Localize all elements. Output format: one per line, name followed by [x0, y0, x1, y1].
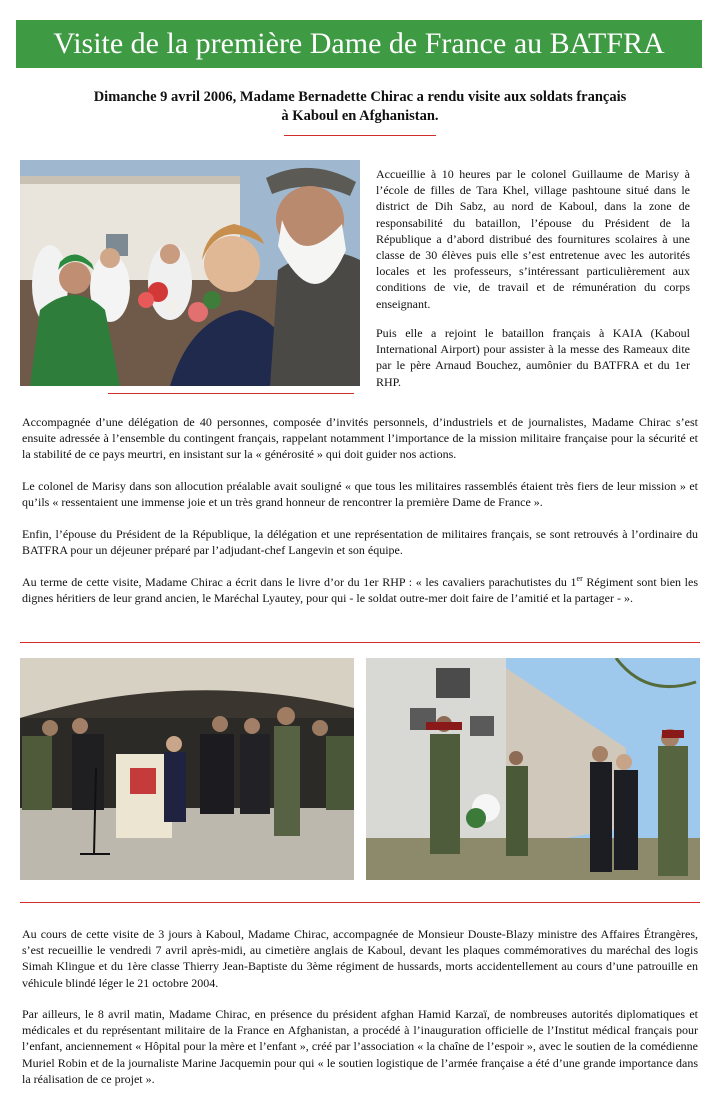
- divider-lower: [20, 902, 700, 903]
- body-paragraph-4: Au terme de cette visite, Madame Chirac a écrit dans le livre d’or du 1er RHP : « les cavaliers parachutistes du 1er Régiment sont bien les dignes héritiers de leur grand ancien, le Maréchal Lyautey, pour qui - le soldat outre-mer doit faire de l’amitié et la partager - ».: [22, 574, 698, 606]
- divider-subtitle: [284, 135, 436, 136]
- page-title: Visite de la première Dame de France au BATFRA: [53, 27, 665, 60]
- subtitle-line-2: à Kaboul en Afghanistan.: [281, 108, 439, 124]
- body-paragraph-2: Le colonel de Marisy dans son allocution préalable avait souligné « que tous les militaires rassemblés étaient très fiers de leur mission » et qu’ils « ressentaient une immense joie et un très grand honneur de rencontrer la première Dame de France ».: [22, 479, 698, 510]
- intro-paragraph-1: Accueillie à 10 heures par le colonel Guillaume de Marisy à l’école de filles de Tara Khel, village pashtoune situé dans le district de Dih Sabz, au nord de Kaboul, dans la zone de responsabilité du bataillon, l’épouse du Président de la République a d’abord distribué des fournitures scolaires à une classe de 30 élèves puis elle s’est entretenue avec les autorités locales et les professeurs, s’intéressant particulièrement aux conditions de vie, de travail et de rémunération du corps enseignant.: [376, 167, 690, 311]
- intro-paragraph-2: Puis elle a rejoint le bataillon français à KAIA (Kaboul International Airport) pour assister à la messe des Rameaux dite par le père Arnaud Bouchez, aumônier du BATFRA et du 1er RHP.: [376, 326, 690, 389]
- subtitle-line-1: Dimanche 9 avril 2006, Madame Bernadette Chirac a rendu visite aux soldats français: [93, 89, 627, 105]
- body-paragraph-3: Enfin, l’épouse du Président de la République, la délégation et une représentation de militaires français, se sont retrouvés à l’ordinaire du BATFRA pour un déjeuner préparé par l’adjudant-chef Langevin et son équipe.: [22, 527, 698, 558]
- photo-memorial: [366, 658, 700, 880]
- photo-speech: [20, 658, 354, 880]
- title-banner: [16, 20, 702, 68]
- divider-photo-1: [108, 393, 354, 394]
- photo-school-visit: [20, 160, 360, 386]
- body-paragraph-1: Accompagnée d’une délégation de 40 personnes, composée d’invités personnels, d’industriels et de journalistes, Madame Chirac s’est ensuite adressée à l’ensemble du contingent français, rappelant notamment l’importance de la mission militaire française pour la sécurité et la stabilité de ce pays meurtri, en insistant sur la « générosité » qui doit guider nos actions.: [22, 415, 698, 462]
- divider-middle: [20, 642, 700, 643]
- subtitle: [40, 88, 680, 126]
- closing-paragraph-1: Au cours de cette visite de 3 jours à Kaboul, Madame Chirac, accompagnée de Monsieur Douste-Blazy ministre des Affaires Étrangères, s’est recueillie le vendredi 7 avril après-midi, au cimetière anglais de Kaboul, devant les plaques commémoratives du maréchal des logis Simah Klingue et du 1ère classe Thierry Jean-Baptiste du 3ème régiment de hussards, morts accidentellement au cours d’une patrouille en véhicule blindé léger le 21 octobre 2004.: [22, 927, 698, 990]
- closing-paragraph-2: Par ailleurs, le 8 avril matin, Madame Chirac, en présence du président afghan Hamid Karzaï, de nombreuses autorités diplomatiques et médicales et du représentant militaire de la France en Afghanistan, a procédé à l’inauguration officielle de l’Institut médical français pour l’enfant, anciennement « Hôpital pour la mère et l’enfant », créé par l’association « la chaîne de l’espoir », avec le soutien de la comédienne Muriel Robin et de la journaliste Marine Jacquemin pour qui « le soutien logistique de l’armée française a été d’une grande importance dans la réalisation de ce projet ».: [22, 1007, 698, 1086]
